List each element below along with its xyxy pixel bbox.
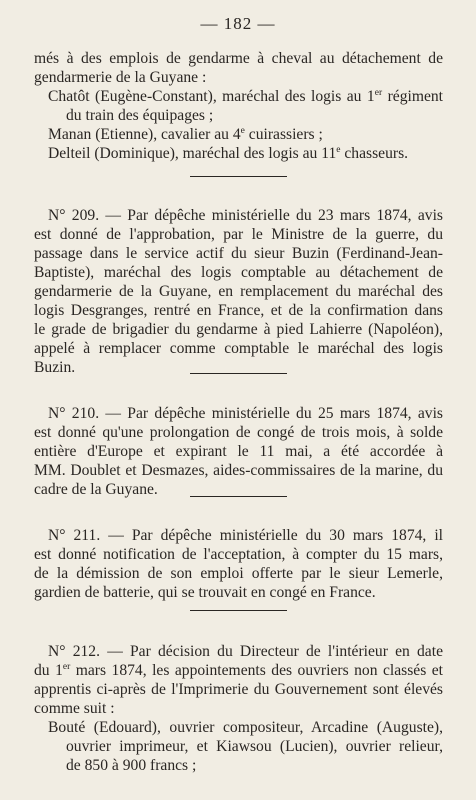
notice-209-line: Baptiste), maréchal des logis comptable au détachement de <box>34 264 443 281</box>
text-line: més à des emplois de gendarme à cheval au détachement de <box>34 50 443 67</box>
list-item-line: Delteil (Dominique), maréchal des logis au 11e chasseurs. <box>48 145 409 162</box>
list-item-line: du train des équipages ; <box>66 107 214 124</box>
notice-210-line: N° 210. — Par dépêche ministérielle du 25 mars 1874, avis <box>48 405 443 422</box>
section-divider <box>190 373 287 374</box>
notice-212-list-line: ouvrier imprimeur, et Kiawsou (Lucien), ouvrier relieur, <box>66 738 443 755</box>
notice-210-line: MM. Doublet et Desmazes, aides-commissaires de la marine, du <box>34 462 443 479</box>
section-divider <box>190 496 287 497</box>
notice-209-line: appelé à remplacer comme comptable le maréchal des logis <box>34 340 443 357</box>
section-divider <box>190 610 287 611</box>
notice-209-line: passage dans le service actif du sieur Buzin (Ferdinand-Jean- <box>34 245 443 262</box>
notice-209-line: gendarmerie de la Guyane, en remplacement du maréchal des <box>34 283 443 300</box>
notice-212-list-line: de 850 à 900 francs ; <box>66 757 197 774</box>
notice-209-line: le grade de brigadier du gendarme à pied Lahierre (Napoléon), <box>34 321 443 338</box>
notice-209-line: N° 209. — Par dépêche ministérielle du 23 mars 1874, avis <box>48 207 443 224</box>
notice-212-line: comme suit : <box>34 700 115 717</box>
notice-209-line: Buzin. <box>34 359 76 376</box>
notice-211-line: N° 211. — Par dépêche ministérielle du 30 mars 1874, il <box>48 527 443 544</box>
page-number: — 182 — <box>200 14 276 33</box>
list-item-line: Manan (Etienne), cavalier au 4e cuirassiers ; <box>48 126 323 143</box>
notice-211-line: de la démission de son emploi offerte par le sieur Lemerle, <box>34 565 443 582</box>
notice-209-line: logis Desgranges, rentré en France, et de la confirmation dans <box>34 302 443 319</box>
section-divider <box>190 176 287 177</box>
notice-212-line: du 1er mars 1874, les appointements des ouvriers non classés et <box>34 662 443 679</box>
notice-211-line: gardien de batterie, qui se trouvait en congé en France. <box>34 584 376 601</box>
notice-212-line: N° 212. — Par décision du Directeur de l'intérieur en date <box>48 643 443 660</box>
notice-211-line: est donné notification de l'acceptation, à compter du 15 mars, <box>34 546 443 563</box>
notice-210-line: entière d'Europe et expirant le 11 mai, a été accordée à <box>34 443 443 460</box>
notice-212-list-line: Bouté (Edouard), ouvrier compositeur, Arcadine (Auguste), <box>48 719 443 736</box>
notice-210-line: cadre de la Guyane. <box>34 481 158 498</box>
notice-212-line: apprentis ci-après de l'Imprimerie du Gouvernement sont élevés <box>34 681 443 698</box>
notice-210-line: est donné qu'une prolongation de congé de trois mois, à solde <box>34 424 443 441</box>
list-item-line: Chatôt (Eugène-Constant), maréchal des logis au 1er régiment <box>48 88 443 105</box>
text-line: gendarmerie de la Guyane : <box>34 69 207 86</box>
notice-209-line: est donné de l'approbation, par le Ministre de la guerre, du <box>34 226 443 243</box>
